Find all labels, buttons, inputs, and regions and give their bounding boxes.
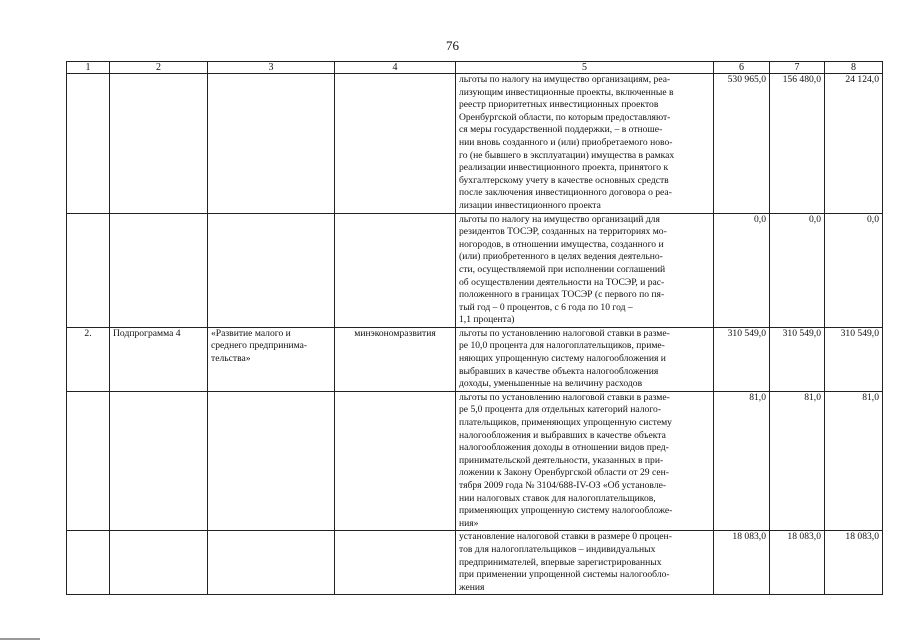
value-col-7: 310 549,0 bbox=[770, 327, 825, 391]
subprogram-cell bbox=[110, 391, 208, 531]
header-col-1: 1 bbox=[67, 62, 110, 74]
row-number bbox=[67, 74, 110, 214]
subprogram-title-cell bbox=[208, 391, 335, 531]
benefit-description: льготы по установлению налоговой ставки в разме- ре 5,0 процента для отдельных категорий налого- плательщиков, применяющих упрощенную систему налогообложения и выбравших в качестве объекта налогообложения доходы в отношении видов пред- принимательской деятельности, указанных в при- ложении к Закону Оренбургской области от 29 сен- тября 2009 года № 3104/688-IV-ОЗ «Об установле- нии налоговых ставок для налогоплательщиков, применяющих упрощенную систему налогообложе- ния» bbox=[456, 391, 714, 531]
page-number: 76 bbox=[446, 38, 459, 53]
agency-cell: минэкономразвития bbox=[335, 327, 456, 391]
value-col-8: 81,0 bbox=[825, 391, 883, 531]
value-col-6: 81,0 bbox=[714, 391, 770, 531]
subprogram-cell bbox=[110, 74, 208, 214]
table-row bbox=[67, 213, 883, 327]
subprogram-title-cell bbox=[208, 213, 335, 327]
header-col-4: 4 bbox=[335, 62, 456, 74]
agency-cell bbox=[335, 213, 456, 327]
subprogram-cell: Подпрограмма 4 bbox=[110, 327, 208, 391]
value-col-8: 310 549,0 bbox=[825, 327, 883, 391]
subprogram-cell bbox=[110, 213, 208, 327]
agency-cell bbox=[335, 391, 456, 531]
table-row bbox=[67, 327, 883, 391]
benefit-description: установление налоговой ставки в размере 0 процен- тов для налогоплательщиков – индивидуальных предпринимателей, впервые зарегистрированных при применении упрощенной системы налогообло- жения bbox=[456, 531, 714, 595]
benefit-description: льготы по налогу на имущество организаций для резидентов ТОСЭР, созданных на территориях мо- ногородов, в отношении имущества, созданного и (или) приобретенного в целях ведения деятельно- сти, осуществляемой при исполнении соглашений об осуществлении деятельности на ТОСЭР, и рас- положенного в границах ТОСЭР (с первого по пя- тый год – 0 процентов, с 6 года по 10 год – 1,1 процента) bbox=[456, 213, 714, 327]
value-col-8: 0,0 bbox=[825, 213, 883, 327]
value-col-7: 81,0 bbox=[770, 391, 825, 531]
tax-benefits-table bbox=[66, 61, 883, 595]
value-col-6: 18 083,0 bbox=[714, 531, 770, 595]
value-col-7: 18 083,0 bbox=[770, 531, 825, 595]
row-number bbox=[67, 531, 110, 595]
row-number bbox=[67, 391, 110, 531]
table-row bbox=[67, 531, 883, 595]
benefit-description: льготы по налогу на имущество организациям, реа- лизующим инвестиционные проекты, включенные в реестр приоритетных инвестиционных проектов Оренбургской области, по которым предоставляют- ся меры государственной поддержки, – в отноше- нии вновь созданного и (или) приобретаемого ново- го (не бывшего в эксплуатации) имущества в рамках реализации инвестиционного проекта, принятого к бухгалтерскому учету в качестве основных средств после заключения инвестиционного договора о реа- лизации инвестиционного проекта bbox=[456, 74, 714, 214]
value-col-6: 310 549,0 bbox=[714, 327, 770, 391]
row-number: 2. bbox=[67, 327, 110, 391]
value-col-7: 0,0 bbox=[770, 213, 825, 327]
subprogram-title-cell bbox=[208, 74, 335, 214]
table-row bbox=[67, 391, 883, 531]
table-row bbox=[67, 74, 883, 214]
value-col-8: 18 083,0 bbox=[825, 531, 883, 595]
header-row bbox=[67, 62, 883, 74]
value-col-6: 530 965,0 bbox=[714, 74, 770, 214]
subprogram-cell bbox=[110, 531, 208, 595]
subprogram-title-cell bbox=[208, 531, 335, 595]
header-col-3: 3 bbox=[208, 62, 335, 74]
header-col-6: 6 bbox=[714, 62, 770, 74]
benefit-description: льготы по установлению налоговой ставки в разме- ре 10,0 процента для налогоплательщиков, приме- няющих упрощенную систему налогообложения и выбравших в качестве объекта налогообложения доходы, уменьшенные на величину расходов bbox=[456, 327, 714, 391]
value-col-8: 24 124,0 bbox=[825, 74, 883, 214]
header-col-5: 5 bbox=[456, 62, 714, 74]
value-col-6: 0,0 bbox=[714, 213, 770, 327]
agency-cell bbox=[335, 531, 456, 595]
agency-cell bbox=[335, 74, 456, 214]
subprogram-title-cell: «Развитие малого и среднего предпринима- тельства» bbox=[208, 327, 335, 391]
header-col-2: 2 bbox=[110, 62, 208, 74]
header-col-8: 8 bbox=[825, 62, 883, 74]
header-col-7: 7 bbox=[770, 62, 825, 74]
value-col-7: 156 480,0 bbox=[770, 74, 825, 214]
row-number bbox=[67, 213, 110, 327]
